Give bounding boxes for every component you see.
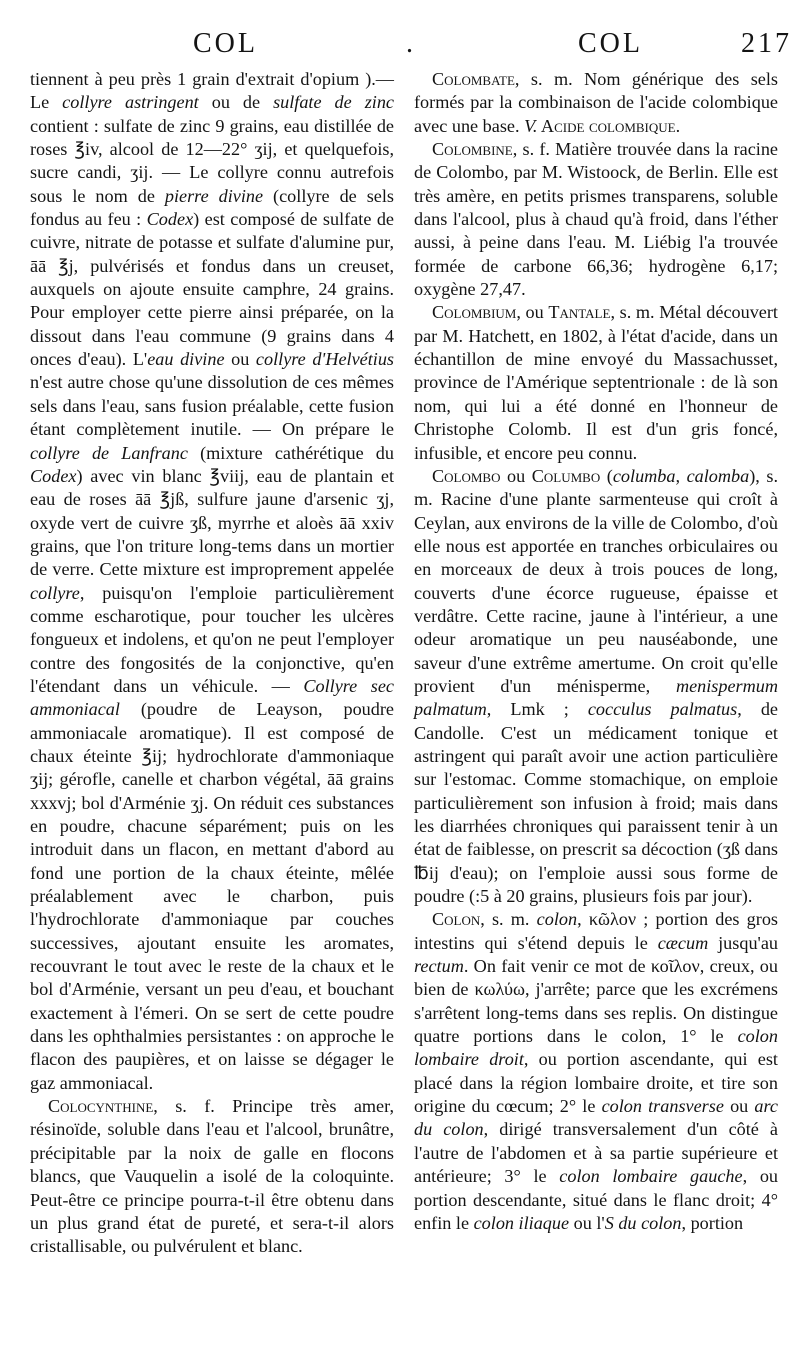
header-right-word: COL [578, 28, 643, 59]
headword: Colon [432, 909, 481, 930]
header-left-word: COL [193, 28, 258, 59]
cross-reference: Acide colombique. [537, 115, 681, 136]
headword: Colombium [432, 302, 517, 323]
entry-colon: Colon, s. m. colon, κῶλον ; portion des gros intestins qui s'étend depuis le cæcum jusqu'au rectum. On fait venir ce mot de κοῖλον, creux, ou bien de κωλύω, j'arrête; parce que les excrémens s'arrêtent long-tems dans ses replis. On distingue quatre portions dans le colon, 1° le colon lombaire droit, ou portion ascendante, qui est placé dans la région lombaire droite, et tire son origine du cœcum; 2° le colon transverse ou arc du colon, dirigé transversalement d'un côté à l'autre de l'abdomen et à sa partie supérieure et antérieure; 3° le colon lombaire gauche, ou portion descendante, situé dans le flanc droit; 4° enfin le colon iliaque ou l'S du colon, portion [414, 909, 779, 1233]
headword-alt: Tantale [548, 302, 611, 323]
entry-colombine: Colombine, s. f. Matière trouvée dans la racine de Colombo, par M. Wistoock, de Berlin. Elle est très amère, en petits prismes transparens, soluble dans l'alcool, plus à chaud qu'à froid, dans l'éther aussi, à peine dans l'eau. M. Liébig l'a trouvée formée de carbone 66,36; hydrogène 6,17; oxygène 27,47. [414, 139, 778, 300]
headword-alt: Columbo [531, 465, 601, 486]
entry-colombate: Colombate, s. m. Nom générique des sels formés par la combinaison de l'acide colombique avec une base. V. Acide colombique. [414, 69, 778, 136]
entry-collyre-continued: tiennent à peu près 1 grain d'extrait d'opium ).—Le collyre astringent ou de sulfate de zinc contient : sulfate de zinc 9 grains, eau distillée de roses ℥iv, alcool de 12—22° ʒij, et quelquefois, sucre candi, ʒij. — Le collyre connu autrefois sous le nom de pierre divine (collyre de sels fondus au feu : Codex) est composé de sulfate de cuivre, nitrate de potasse et sulfate d'alumine pur, āā ℥j, pulvérisés et fondus dans un creuset, auxquels on ajoute ensuite camphre, 24 grains. Pour employer cette pierre ainsi préparée, on la dissout dans l'eau commune (9 grains dans 4 onces d'eau). L'eau divine ou collyre d'Helvétius n'est autre chose qu'une dissolution de ces mêmes sels dans l'eau, sans fusion préalable, cette fusion étant complètement inutile. — On prépare le collyre de Lanfranc (mixture cathérétique du Codex) avec vin blanc ℥viij, eau de plantain et eau de roses āā ℥jß, sulfure jaune d'arsenic ʒj, oxyde vert de cuivre ʒß, myrrhe et aloès āā xxiv grains, que l'on triture long-tems dans un mortier de verre. Cette mixture est improprement appelée collyre, puisqu'on l'emploie particulièrement comme escharotique, pour toucher les ulcères fongueux et indolens, et qu'on ne peut l'employer contre des fongosités de la conjonctive, qu'en l'étendant dans un véhicule. — Collyre sec ammoniacal (poudre de Leayson, poudre ammoniacale aromatique). Il est composé de chaux éteinte ℥ij; hydrochlorate d'ammoniaque ʒij; gérofle, canelle et charbon végétal, āā grains xxxvj; bol d'Arménie ʒj. On réduit ces substances en poudre, chacune séparément; puis on les introduit dans un flacon, en mettant d'abord au fond une portion de la chaux éteinte, mêlée préalablement avec le charbon, puis l'hydrochlorate d'ammoniaque par couches successives, ajoutant ensuite les aromates, recouvrant le tout avec le reste de la chaux et le bol d'Arménie, versant un peu d'eau, et bouchant exactement à l'émeri. On se sert de cette poudre dans les ophthalmies persistantes : on approche le flacon des paupières, et on laisse se dégager le gaz ammoniacal. [30, 69, 395, 1093]
running-header [30, 28, 792, 68]
left-column [30, 68, 394, 1358]
headword: Colombo [432, 465, 501, 486]
header-dot: . [406, 28, 416, 59]
headword: Colombine [432, 139, 513, 160]
page-number: 217 [741, 28, 792, 59]
entry-colombium: Colombium, ou Tantale, s. m. Métal découvert par M. Hatchett, en 1802, à l'état d'acide, dans un échantillon de mine envoyé du Massachusset, province de l'Amérique septentrionale : de là son nom, qui lui a été donné en l'honneur de Christophe Colomb. Il est d'un gris foncé, infusible, et encore peu connu. [414, 302, 778, 463]
entry-colocynthine: Colocynthine, s. f. Principe très amer, résinoïde, soluble dans l'eau et l'alcool, brunâtre, précipitable par la noix de galle en flocons blancs, que Vauquelin a isolé de la coloquinte. Peut-être ce principe pourra-t-il être obtenu dans un plus grand état de pureté, et sera-t-il alors cristallisable, ou pulvérulent et blanc. [30, 1096, 394, 1257]
headword: Colocynthine [48, 1096, 154, 1117]
headword: Colombate [432, 69, 515, 89]
right-column [414, 68, 778, 1358]
entry-colombo: Colombo ou Columbo (columba, calomba), s. m. Racine d'une plante sarmenteuse qui croît à Ceylan, aux environs de la ville de Colombo, d'où elle nous est apportée en tranches orbiculaires ou en morceaux de deux à trois pouces de long, couverts d'une écorce rugueuse, épaisse et verdâtre. Cette racine, jaune à l'intérieur, a une odeur aromatique un peu nauséabonde, une saveur d'une extrême amertume. On croit qu'elle provient d'un ménisperme, menispermum palmatum, Lmk ; cocculus palmatus, de Candolle. C'est un médicament tonique et astringent qui paraît avoir une action particulière sur l'estomac. Comme stomachique, on emploie particulièrement son infusion à froid; mais dans les diarrhées chroniques qui paraissent tenir à un état de faiblesse, on prescrit sa décoction (ʒß dans ℔ij d'eau); on l'emploie aussi sous forme de poudre (:5 à 20 grains, plusieurs fois par jour). [414, 465, 778, 907]
